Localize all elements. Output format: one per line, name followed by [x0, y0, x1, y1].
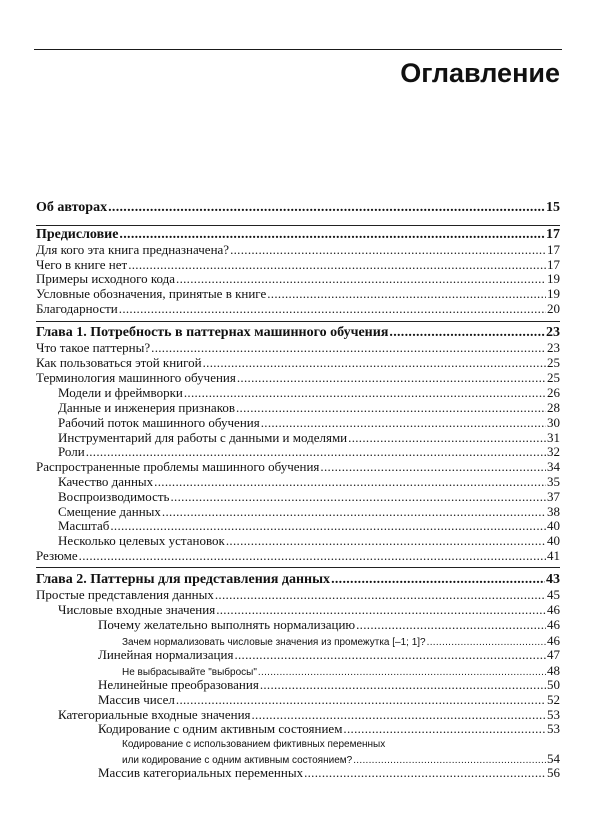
- leader-dots: [79, 549, 546, 563]
- toc-entry[interactable]: Линейная нормализация ..... 47: [98, 648, 560, 662]
- toc-entry[interactable]: Почему желательно выполнять нормализацию ..... 46: [98, 618, 560, 632]
- toc-entry[interactable]: Что такое паттерны? ..... 23: [36, 341, 560, 355]
- leader-dots: [151, 341, 546, 355]
- toc-entry[interactable]: Числовые входные значения ..... 46: [58, 603, 560, 617]
- leader-dots: [110, 519, 546, 533]
- leader-dots: [236, 401, 546, 415]
- leader-dots: [343, 722, 546, 736]
- toc-entry[interactable]: Нелинейные преобразования ..... 50: [98, 678, 560, 692]
- leader-dots: [304, 766, 546, 780]
- section-divider: [36, 225, 560, 226]
- leader-dots: [237, 371, 546, 385]
- section-divider: [36, 567, 560, 568]
- leader-dots: [261, 416, 546, 430]
- leader-dots: [331, 573, 545, 587]
- toc-entry[interactable]: Воспроизводимость ..... 37: [58, 490, 560, 504]
- leader-dots: [230, 243, 546, 257]
- leader-dots: [162, 505, 546, 519]
- page-title: Оглавление: [400, 58, 560, 88]
- leader-dots: [108, 201, 545, 215]
- leader-dots: [260, 678, 546, 692]
- toc-entry-chapter-1[interactable]: Глава 1. Потребность в паттернах машинного обучения ..... 23: [36, 326, 560, 340]
- toc-entry-multiline[interactable]: Кодирование с использованием фиктивных переменных или кодирование с одним активным состоянием? ..... 54: [122, 739, 560, 766]
- toc-entry[interactable]: Несколько целевых установок ..... 40: [58, 534, 560, 548]
- leader-dots: [203, 356, 546, 370]
- toc-entry[interactable]: Массив категориальных переменных ..... 56: [98, 766, 560, 780]
- leader-dots: [267, 287, 546, 301]
- toc-entry[interactable]: Как пользоваться этой книгой ..... 25: [36, 356, 560, 370]
- toc-entry[interactable]: Простые представления данных ..... 45: [36, 588, 560, 602]
- leader-dots: [348, 431, 546, 445]
- top-rule: [34, 49, 562, 50]
- toc-entry[interactable]: Роли ..... 32: [58, 445, 560, 459]
- leader-dots: [119, 228, 545, 242]
- toc-entry[interactable]: Примеры исходного кода ..... 19: [36, 272, 560, 286]
- leader-dots: [184, 386, 546, 400]
- leader-dots: [252, 708, 547, 722]
- leader-dots: [171, 490, 547, 504]
- toc-entry[interactable]: Модели и фреймворки ..... 26: [58, 386, 560, 400]
- toc-entry[interactable]: Благодарности ..... 20: [36, 302, 560, 316]
- toc-entry[interactable]: Чего в книге нет ..... 17: [36, 258, 560, 272]
- toc-entry[interactable]: Смещение данных ..... 38: [58, 505, 560, 519]
- toc-entry[interactable]: Резюме ..... 41: [36, 549, 560, 563]
- leader-dots: [320, 460, 546, 474]
- toc-entry[interactable]: Кодирование с одним активным состоянием ..... 53: [98, 722, 560, 736]
- toc-entry[interactable]: Инструментарий для работы с данными и моделями ..... 31: [58, 431, 560, 445]
- toc-entry-about-authors[interactable]: Об авторах ..... 15: [36, 201, 560, 215]
- leader-dots: [176, 272, 546, 286]
- section-divider: [36, 321, 560, 322]
- leader-dots: [119, 302, 546, 316]
- leader-dots: [356, 618, 546, 632]
- leader-dots: [176, 693, 546, 707]
- toc-entry[interactable]: Массив чисел ..... 52: [98, 693, 560, 707]
- toc-entry[interactable]: Рабочий поток машинного обучения ..... 30: [58, 416, 560, 430]
- toc-entry[interactable]: Не выбрасывайте "выбросы" ..... 48: [122, 664, 560, 679]
- leader-dots: [86, 445, 546, 459]
- toc-entry[interactable]: Условные обозначения, принятые в книге ..... 19: [36, 287, 560, 301]
- toc-entry[interactable]: Данные и инженерия признаков ..... 28: [58, 401, 560, 415]
- toc-entry-preface[interactable]: Предисловие ..... 17: [36, 228, 560, 242]
- leader-dots: [234, 648, 546, 662]
- leader-dots: [154, 475, 546, 489]
- toc-entry[interactable]: Масштаб ..... 40: [58, 519, 560, 533]
- leader-dots: [389, 326, 545, 340]
- toc-entry[interactable]: Для кого эта книга предназначена? ..... 17: [36, 243, 560, 257]
- leader-dots: [226, 534, 546, 548]
- leader-dots: [128, 258, 546, 272]
- leader-dots: [215, 588, 546, 602]
- toc-entry[interactable]: Терминология машинного обучения ..... 25: [36, 371, 560, 385]
- toc-entry[interactable]: Качество данных ..... 35: [58, 475, 560, 489]
- toc-entry[interactable]: Категориальные входные значения ..... 53: [58, 708, 560, 722]
- toc-entry-chapter-2[interactable]: Глава 2. Паттерны для представления данных ..... 43: [36, 573, 560, 587]
- leader-dots: [216, 603, 546, 617]
- toc-entry[interactable]: Зачем нормализовать числовые значения из промежутка [–1; 1]? ..... 46: [122, 634, 560, 649]
- toc-entry[interactable]: Распространенные проблемы машинного обучения ..... 34: [36, 460, 560, 474]
